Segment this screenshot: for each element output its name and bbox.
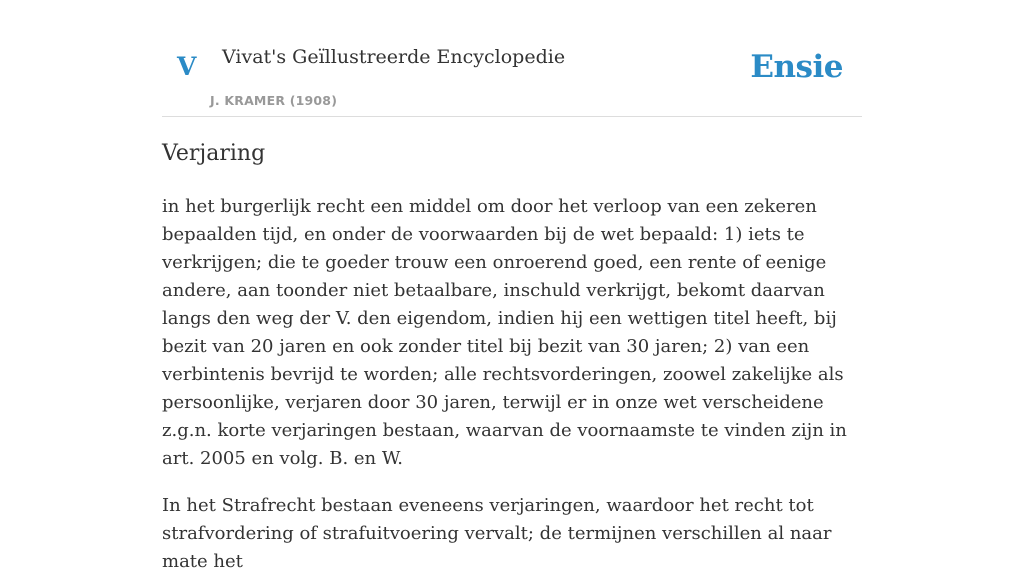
- article-title: Verjaring: [162, 141, 266, 166]
- book-title-link[interactable]: Vivat's Geïllustreerde Encyclopedie: [222, 46, 566, 68]
- book-logo-icon[interactable]: V: [177, 52, 197, 81]
- article: [162, 138, 862, 576]
- article-paragraph: in het burgerlijk recht een middel om door het verloop van een zekeren bepaalden tijd, en onder de voorwaarden bij de wet bepaald: 1) iets te verkrijgen; die te goeder trouw een onroerend goed, een rente of eenige andere, aan toonder niet betaalbare, inschuld verkrijgt, bekomt daarvan langs den weg der V. den eigendom, indien hij een wettigen titel heeft, bij bezit van 20 jaren en ook zonder titel bij bezit van 30 jaren; 2) van een verbintenis bevrijd te worden; alle rechtsvorderingen, zoowel zakelijke als persoonlijke, verjaren door 30 jaren, terwijl er in onze wet verscheidene z.g.n. korte verjaringen bestaan, waarvan de voornaamste te vinden zijn in art. 2005 en volg. B. en W.: [162, 196, 847, 469]
- book-author: J. KRAMER (1908): [210, 93, 338, 108]
- article-paragraph: In het Strafrecht bestaan eveneens verjaringen, waardoor het recht tot strafvordering of strafuitvoering vervalt; de termijnen verschillen al naar mate het: [162, 495, 832, 572]
- page-header: [162, 0, 862, 117]
- ensie-logo-link[interactable]: Ensie: [750, 49, 843, 85]
